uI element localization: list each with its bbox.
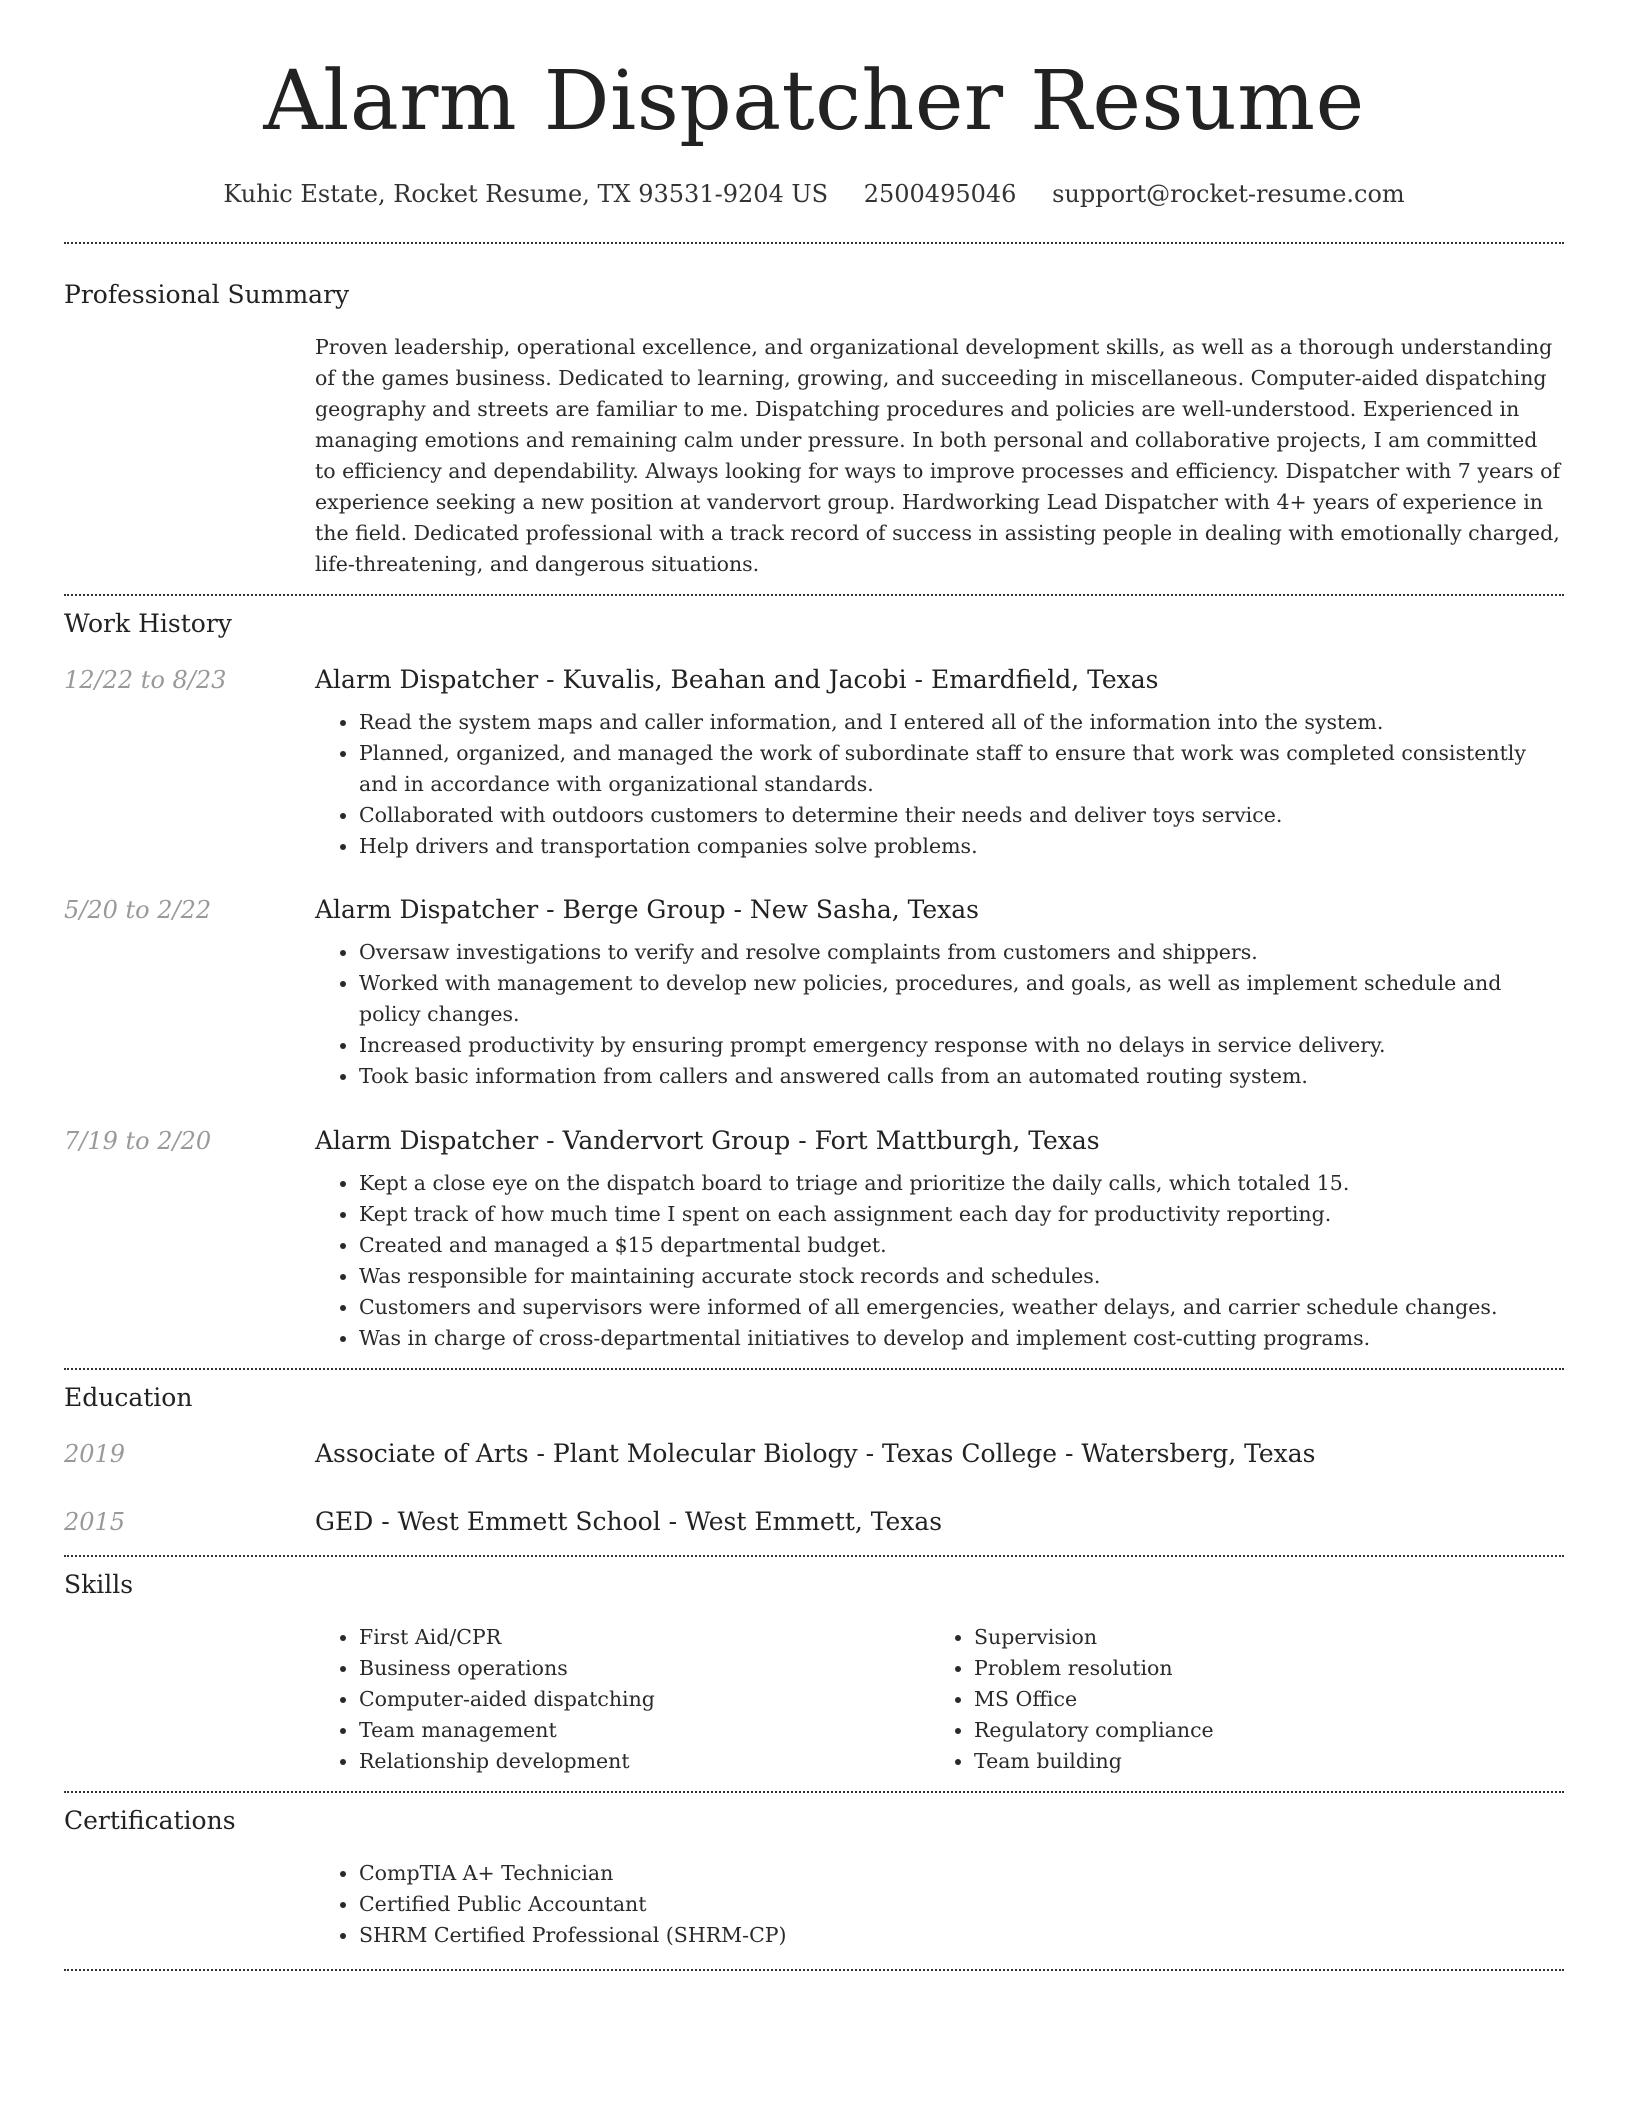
skills-section bbox=[64, 1557, 1564, 1777]
summary-section bbox=[64, 244, 1564, 580]
list-item: • Was in charge of cross-departmental initiatives to develop and implement cost-cutting programs. bbox=[359, 1323, 1564, 1354]
list-item: • Collaborated with outdoors customers to determine their needs and deliver toys service. bbox=[359, 800, 1564, 831]
list-item: • Business operations bbox=[359, 1653, 930, 1684]
job-bullets bbox=[315, 1168, 1564, 1354]
education-entry bbox=[64, 1437, 1564, 1471]
list-item: • Regulatory compliance bbox=[974, 1715, 1564, 1746]
list-item: • Was responsible for maintaining accurate stock records and schedules. bbox=[359, 1261, 1564, 1292]
job-dates: 7/19 to 2/20 bbox=[64, 1127, 212, 1155]
list-item: • Problem resolution bbox=[974, 1653, 1564, 1684]
list-item: • Planned, organized, and managed the work of subordinate staff to ensure that work was completed consistently and in accordance with organizational standards. bbox=[359, 738, 1564, 800]
job-bullets bbox=[315, 707, 1564, 862]
job-title: Alarm Dispatcher - Berge Group - New Sasha, Texas bbox=[315, 895, 979, 924]
job-entry bbox=[64, 663, 1564, 862]
education-entry bbox=[64, 1505, 1564, 1539]
list-item: • Computer-aided dispatching bbox=[359, 1684, 930, 1715]
list-item: • MS Office bbox=[974, 1684, 1564, 1715]
certifications-list bbox=[315, 1858, 1564, 1951]
list-item: • Took basic information from callers and answered calls from an automated routing system. bbox=[359, 1061, 1564, 1092]
resume-title: Alarm Dispatcher Resume bbox=[263, 54, 1365, 149]
job-entry bbox=[64, 893, 1564, 1092]
skills-list bbox=[930, 1622, 1564, 1777]
list-item: • Customers and supervisors were informed of all emergencies, weather delays, and carrier schedule changes. bbox=[359, 1292, 1564, 1323]
list-item: • Supervision bbox=[974, 1622, 1564, 1653]
list-item: • Kept a close eye on the dispatch board to triage and prioritize the daily calls, which totaled 15. bbox=[359, 1168, 1564, 1199]
work-heading: Work History bbox=[64, 609, 232, 638]
list-item: • Relationship development bbox=[359, 1746, 930, 1777]
certifications-heading: Certifications bbox=[64, 1806, 236, 1835]
job-dates: 5/20 to 2/22 bbox=[64, 896, 212, 924]
work-section bbox=[64, 596, 1564, 1354]
list-item: • Team management bbox=[359, 1715, 930, 1746]
job-title: Alarm Dispatcher - Kuvalis, Beahan and Jacobi - Emardfield, Texas bbox=[315, 665, 1159, 694]
education-heading: Education bbox=[64, 1383, 193, 1412]
list-item: • Team building bbox=[974, 1746, 1564, 1777]
job-bullets bbox=[315, 937, 1564, 1092]
list-item: • Created and managed a $15 departmental budget. bbox=[359, 1230, 1564, 1261]
contact-line bbox=[64, 176, 1564, 212]
job-dates: 12/22 to 8/23 bbox=[64, 666, 227, 694]
list-item: • CompTIA A+ Technician bbox=[359, 1858, 1564, 1889]
education-year: 2015 bbox=[64, 1508, 126, 1536]
list-item: • Worked with management to develop new policies, procedures, and goals, as well as implement schedule and policy changes. bbox=[359, 968, 1564, 1030]
list-item: • SHRM Certified Professional (SHRM-CP) bbox=[359, 1920, 1564, 1951]
education-section bbox=[64, 1370, 1564, 1539]
list-item: • First Aid/CPR bbox=[359, 1622, 930, 1653]
contact-phone: 2500495046 bbox=[863, 180, 1017, 208]
list-item: • Increased productivity by ensuring prompt emergency response with no delays in service delivery. bbox=[359, 1030, 1564, 1061]
list-item: • Kept track of how much time I spent on each assignment each day for productivity reporting. bbox=[359, 1199, 1564, 1230]
job-entry bbox=[64, 1124, 1564, 1354]
contact-address: Kuhic Estate, Rocket Resume, TX 93531-9204 US bbox=[223, 180, 829, 208]
summary-text: Proven leadership, operational excellence, and organizational development skills, as well as a thorough understanding of the games business. Dedicated to learning, growing, and succeeding in miscellaneous. Computer-aided dispatching geography and streets are familiar to me. Dispatching procedures and policies are well-understood. Experienced in managing emotions and remaining calm under pressure. In both personal and collaborative projects, I am committed to efficiency and dependability. Always looking for ways to improve processes and efficiency. Dispatcher with 7 years of experience seeking a new position at vandervort group. Hardworking Lead Dispatcher with 4+ years of experience in the field. Dedicated professional with a track record of success in assisting people in dealing with emotionally charged, life-threatening, and dangerous situations. bbox=[315, 335, 1561, 576]
skills-list bbox=[315, 1622, 930, 1777]
list-item: • Help drivers and transportation companies solve problems. bbox=[359, 831, 1564, 862]
contact-email[interactable]: support@rocket-resume.com bbox=[1052, 180, 1405, 208]
list-item: • Certified Public Accountant bbox=[359, 1889, 1564, 1920]
job-title: Alarm Dispatcher - Vandervort Group - Fort Mattburgh, Texas bbox=[315, 1126, 1100, 1155]
education-year: 2019 bbox=[64, 1440, 126, 1468]
certifications-section bbox=[64, 1793, 1564, 1951]
list-item: • Oversaw investigations to verify and resolve complaints from customers and shippers. bbox=[359, 937, 1564, 968]
summary-heading: Professional Summary bbox=[64, 280, 350, 309]
skills-heading: Skills bbox=[64, 1570, 134, 1599]
list-item: • Read the system maps and caller information, and I entered all of the information into the system. bbox=[359, 707, 1564, 738]
education-title: Associate of Arts - Plant Molecular Biology - Texas College - Watersberg, Texas bbox=[315, 1439, 1316, 1468]
divider bbox=[64, 1969, 1564, 1971]
education-title: GED - West Emmett School - West Emmett, Texas bbox=[315, 1507, 943, 1536]
